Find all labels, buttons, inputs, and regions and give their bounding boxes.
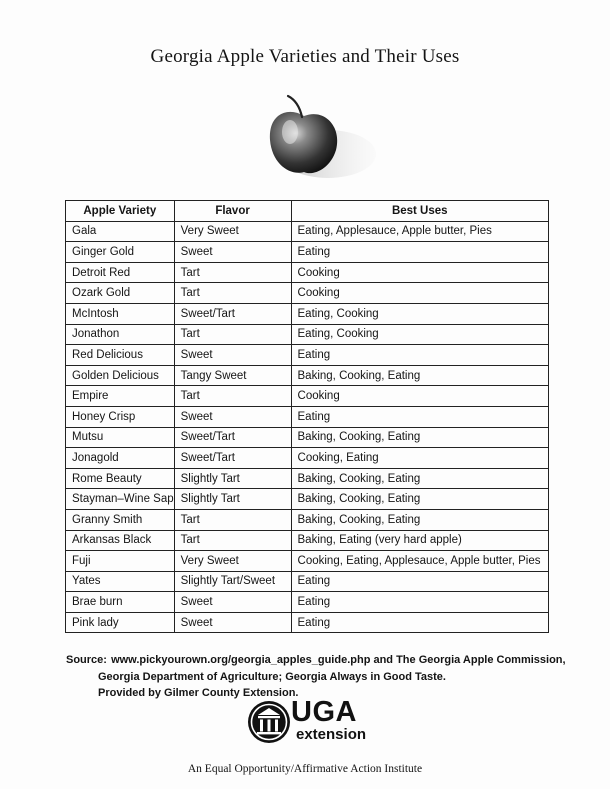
cell-flavor: Tart	[174, 262, 291, 283]
cell-variety: Jonagold	[66, 448, 175, 469]
cell-variety: Pink lady	[66, 612, 175, 633]
cell-best-uses: Eating, Cooking	[291, 303, 548, 324]
table-row	[66, 242, 549, 263]
cell-best-uses: Eating	[291, 406, 548, 427]
column-header-flavor: Flavor	[174, 201, 291, 222]
cell-variety: Empire	[66, 386, 175, 407]
column-header-variety: Apple Variety	[66, 201, 175, 222]
cell-flavor: Tart	[174, 386, 291, 407]
column-header-best-uses: Best Uses	[291, 201, 548, 222]
cell-variety: Stayman–Wine Sap	[66, 489, 175, 510]
apple-varieties-table	[65, 200, 549, 633]
cell-flavor: Very Sweet	[174, 551, 291, 572]
source-line-3: Provided by Gilmer County Extension.	[98, 687, 299, 699]
cell-variety: Granny Smith	[66, 509, 175, 530]
uga-extension-logo	[246, 696, 376, 747]
table-row	[66, 406, 549, 427]
cell-flavor: Sweet	[174, 592, 291, 613]
page-title: Georgia Apple Varieties and Their Uses	[150, 46, 460, 67]
cell-variety: Rome Beauty	[66, 468, 175, 489]
table-body	[66, 221, 549, 633]
cell-variety: Brae burn	[66, 592, 175, 613]
cell-flavor: Tart	[174, 324, 291, 345]
table-row	[66, 571, 549, 592]
table-row	[66, 427, 549, 448]
cell-best-uses: Cooking, Eating	[291, 448, 548, 469]
cell-flavor: Slightly Tart	[174, 489, 291, 510]
footer-statement: An Equal Opportunity/Affirmative Action Institute	[187, 763, 423, 775]
cell-variety: Yates	[66, 571, 175, 592]
table-row	[66, 551, 549, 572]
cell-best-uses: Cooking, Eating, Applesauce, Apple butter, Pies	[291, 551, 548, 572]
table-row	[66, 530, 549, 551]
apple-image	[240, 92, 380, 192]
cell-variety: Honey Crisp	[66, 406, 175, 427]
source-note	[66, 652, 586, 702]
cell-best-uses: Baking, Cooking, Eating	[291, 468, 548, 489]
cell-best-uses: Eating, Cooking	[291, 324, 548, 345]
table-row	[66, 365, 549, 386]
source-line-1: www.pickyourown.org/georgia_apples_guide.php and The Georgia Apple Commission,	[111, 654, 566, 666]
source-line-2: Georgia Department of Agriculture; Georgia Always in Good Taste.	[98, 670, 446, 683]
cell-best-uses: Cooking	[291, 262, 548, 283]
table-row	[66, 489, 549, 510]
cell-flavor: Sweet	[174, 406, 291, 427]
cell-best-uses: Baking, Cooking, Eating	[291, 365, 548, 386]
cell-best-uses: Baking, Cooking, Eating	[291, 427, 548, 448]
cell-variety: Golden Delicious	[66, 365, 175, 386]
cell-flavor: Slightly Tart/Sweet	[174, 571, 291, 592]
cell-variety: Ozark Gold	[66, 283, 175, 304]
cell-flavor: Tart	[174, 283, 291, 304]
table-row	[66, 592, 549, 613]
cell-flavor: Sweet/Tart	[174, 303, 291, 324]
cell-flavor: Sweet	[174, 345, 291, 366]
cell-variety: Mutsu	[66, 427, 175, 448]
cell-best-uses: Eating	[291, 592, 548, 613]
table-row	[66, 221, 549, 242]
cell-variety: Arkansas Black	[66, 530, 175, 551]
table-header-row	[66, 201, 549, 222]
cell-variety: McIntosh	[66, 303, 175, 324]
cell-flavor: Slightly Tart	[174, 468, 291, 489]
cell-variety: Detroit Red	[66, 262, 175, 283]
table-row	[66, 303, 549, 324]
source-label: Source:	[66, 654, 107, 666]
cell-best-uses: Eating	[291, 345, 548, 366]
table-row	[66, 262, 549, 283]
cell-flavor: Tart	[174, 530, 291, 551]
cell-best-uses: Baking, Eating (very hard apple)	[291, 530, 548, 551]
cell-best-uses: Eating, Applesauce, Apple butter, Pies	[291, 221, 548, 242]
cell-best-uses: Cooking	[291, 283, 548, 304]
cell-flavor: Sweet/Tart	[174, 448, 291, 469]
cell-best-uses: Eating	[291, 571, 548, 592]
cell-variety: Jonathon	[66, 324, 175, 345]
cell-best-uses: Cooking	[291, 386, 548, 407]
table-row	[66, 386, 549, 407]
table-row	[66, 509, 549, 530]
table-row	[66, 468, 549, 489]
cell-flavor: Sweet	[174, 242, 291, 263]
cell-variety: Gala	[66, 221, 175, 242]
cell-flavor: Sweet	[174, 612, 291, 633]
logo-extension-text: extension	[296, 726, 367, 743]
cell-best-uses: Eating	[291, 612, 548, 633]
cell-variety: Red Delicious	[66, 345, 175, 366]
cell-best-uses: Baking, Cooking, Eating	[291, 509, 548, 530]
cell-variety: Ginger Gold	[66, 242, 175, 263]
cell-best-uses: Eating	[291, 242, 548, 263]
table-row	[66, 448, 549, 469]
cell-flavor: Sweet/Tart	[174, 427, 291, 448]
table-row	[66, 345, 549, 366]
table-row	[66, 324, 549, 345]
uga-arch-seal-icon	[246, 699, 292, 745]
table-row	[66, 283, 549, 304]
cell-flavor: Tangy Sweet	[174, 365, 291, 386]
cell-flavor: Very Sweet	[174, 221, 291, 242]
cell-variety: Fuji	[66, 551, 175, 572]
table-row	[66, 612, 549, 633]
logo-uga-text: UGA	[291, 696, 357, 728]
cell-flavor: Tart	[174, 509, 291, 530]
cell-best-uses: Baking, Cooking, Eating	[291, 489, 548, 510]
